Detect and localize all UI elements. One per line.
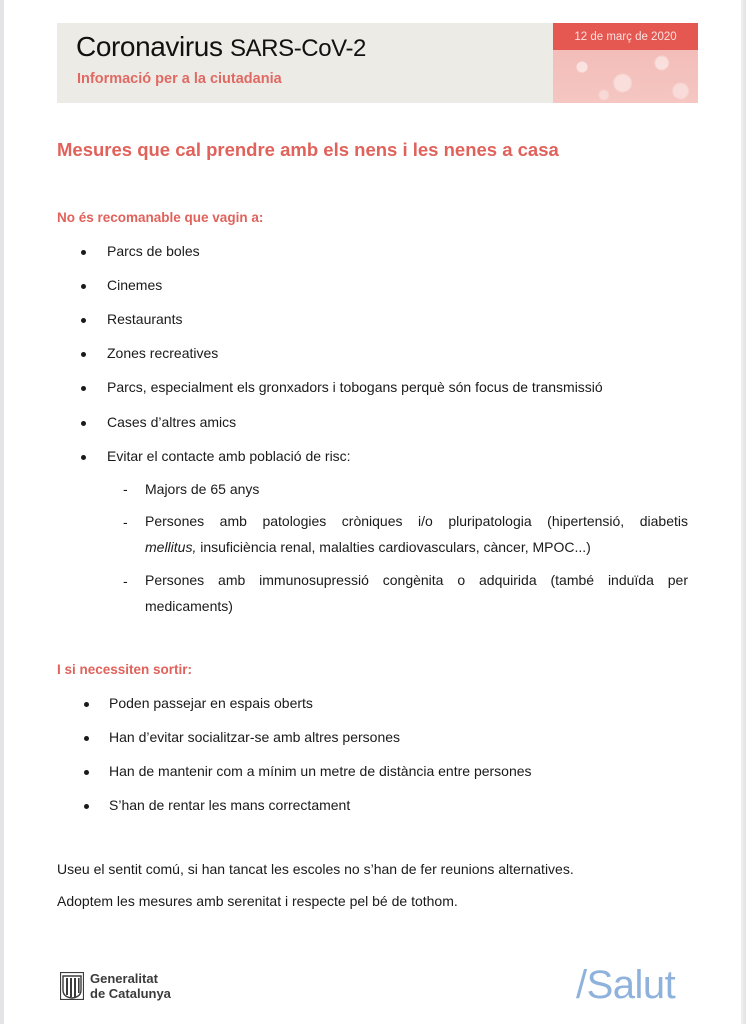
generalitat-logo: [60, 971, 171, 1001]
risk-group-item: [145, 567, 688, 619]
risk-group-item: Majors de 65 anys: [145, 481, 260, 497]
bullet-icon: [84, 702, 89, 707]
dash-bullet-icon: -: [123, 481, 128, 497]
section-heading-going-out: I si necessiten sortir:: [57, 662, 193, 677]
list-item: Han de mantenir com a mínim un metre de distància entre persones: [109, 763, 532, 779]
header-banner: [57, 23, 698, 103]
salut-logo: /Salut: [576, 963, 676, 1007]
section-heading-not-recommended: No és recomanable que vagin a:: [57, 210, 264, 225]
bullet-icon: [84, 770, 89, 775]
list-item: Parcs, especialment els gronxadors i tobogans perquè són focus de transmissió: [107, 379, 603, 395]
list-item: Cinemes: [107, 277, 163, 293]
bullet-icon: [81, 421, 86, 426]
dash-bullet-icon: -: [123, 573, 128, 589]
bullet-icon: [81, 250, 86, 255]
generalitat-emblem-icon: [60, 972, 84, 1000]
page-left-edge: [0, 0, 4, 1024]
list-item: Poden passejar en espais oberts: [109, 695, 313, 711]
bullet-icon: [81, 455, 86, 460]
list-item: Han d’evitar socialitzar-se amb altres persones: [109, 729, 401, 745]
generalitat-line-2: de Catalunya: [90, 986, 171, 1001]
bullet-icon: [84, 736, 89, 741]
list-item: S’han de rentar les mans correctament: [109, 797, 351, 813]
generalitat-wordmark: [90, 971, 171, 1001]
bullet-icon: [81, 284, 86, 289]
list-item: Cases d’altres amics: [107, 414, 237, 430]
list-item: Parcs de boles: [107, 243, 200, 259]
dash-bullet-icon: -: [123, 514, 128, 530]
italic-term: mellitus,: [145, 539, 197, 555]
page-right-edge: [741, 0, 746, 1024]
publication-date: 12 de març de 2020: [553, 23, 698, 50]
title-suffix: SARS-CoV-2: [229, 35, 367, 62]
document-title: [76, 31, 366, 63]
document-subtitle: Informació per a la ciutadania: [77, 71, 282, 87]
bullet-icon: [81, 386, 86, 391]
risk-group-line: Persones amb immunosupressió congènita o adquirida (també induïda per: [145, 572, 688, 588]
bullet-icon: [84, 804, 89, 809]
risk-group-line: [145, 534, 688, 560]
list-item: Restaurants: [107, 311, 183, 327]
risk-group-line: Persones amb patologies cròniques i/o pluripatologia (hipertensió, diabetis: [145, 513, 688, 529]
list-item: Zones recreatives: [107, 345, 219, 361]
risk-group-line-rest: insuficiència renal, malalties cardiovasculars, càncer, MPOC...): [196, 539, 591, 555]
risk-group-line: medicaments): [145, 598, 233, 614]
closing-paragraph: Adoptem les mesures amb serenitat i respecte pel bé de tothom.: [57, 893, 458, 909]
date-box-virus-image: [553, 23, 698, 103]
list-item: Evitar el contacte amb població de risc:: [107, 448, 351, 464]
bullet-icon: [81, 318, 86, 323]
generalitat-line-1: Generalitat: [90, 971, 158, 986]
closing-paragraph: Useu el sentit comú, si han tancat les escoles no s’han de fer reunions alternatives.: [57, 861, 574, 877]
title-main: Coronavirus: [76, 31, 223, 62]
bullet-icon: [81, 352, 86, 357]
page-title: Mesures que cal prendre amb els nens i les nenes a casa: [57, 139, 559, 160]
risk-group-item: [145, 508, 688, 560]
